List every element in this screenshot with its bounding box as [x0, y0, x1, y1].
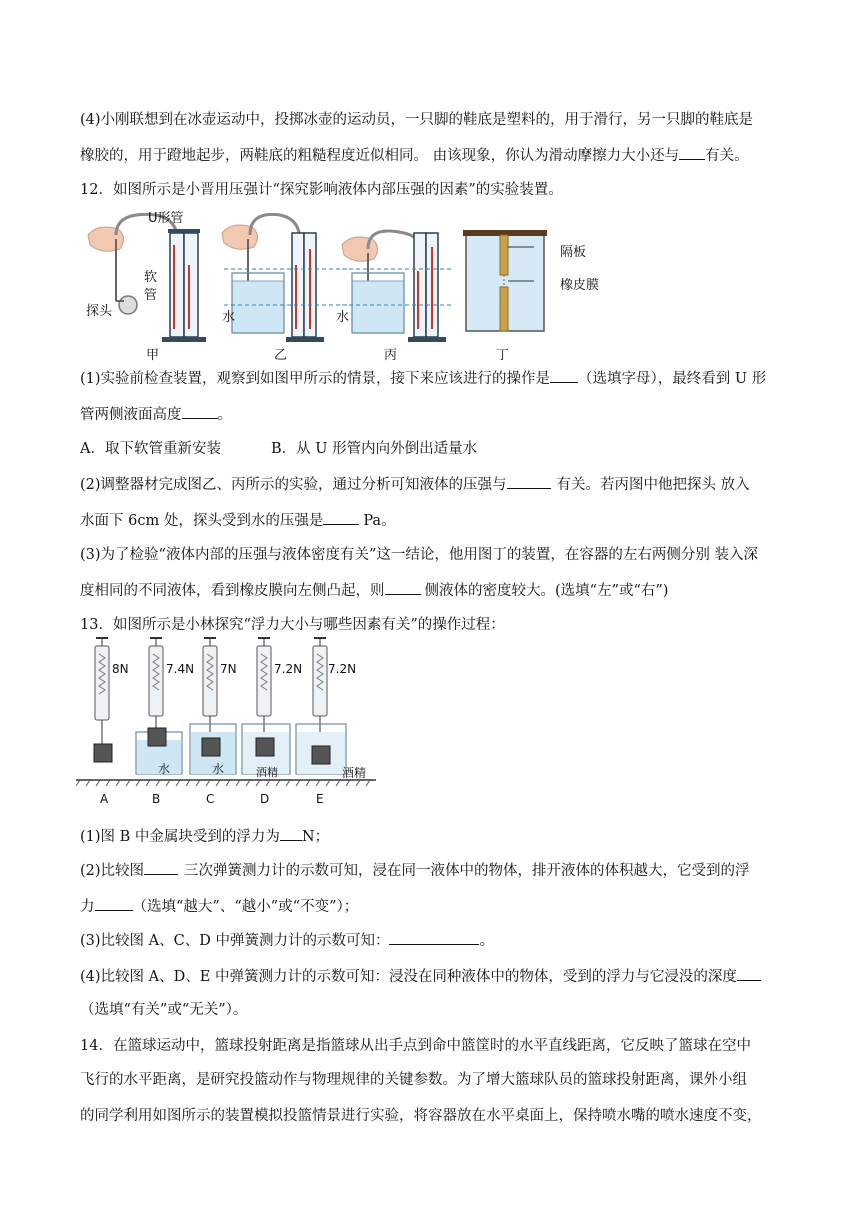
q12-part2-line1 — [80, 474, 750, 495]
caption-jia: 甲 — [146, 348, 160, 363]
caption-c: C — [206, 792, 215, 806]
q12-part1-line2 — [80, 404, 232, 425]
q13-part2-text2: 三次弹簧测力计的示数可知，浸在同一液体中的物体，排开液体的体积越大，它受到的浮 — [184, 863, 750, 879]
q13-part1 — [80, 826, 329, 847]
q13-part1-text2: N； — [301, 829, 330, 845]
caption-e: E — [316, 792, 324, 806]
q12-part2-text: (2)调整器材完成图乙、丙所示的实验，通过分析可知液体的压强与 — [80, 477, 507, 493]
figure-ding — [463, 230, 547, 331]
caption-ding: 丁 — [496, 348, 510, 363]
q12-part2-text2: 有关。若丙图中他把探头 放入 — [556, 477, 750, 493]
q12-part3-line1: (3)为了检验“液体内部的压强与液体密度有关”这一结论，他用图丁的装置，在容器的左右两侧分别 装入深 — [80, 547, 758, 563]
answer-blank[interactable] — [182, 404, 218, 419]
q12-part1-line1 — [80, 368, 766, 389]
q13-figure — [76, 636, 376, 786]
q13-part1-text: (1)图 B 中金属块受到的浮力为 — [80, 829, 280, 845]
answer-blank[interactable] — [550, 368, 578, 383]
scale-c — [190, 638, 236, 774]
q13-part2-text: (2)比较图 — [80, 863, 145, 879]
answer-blank[interactable] — [95, 896, 133, 911]
q14-line2: 飞行的水平距离，是研究投篮动作与物理规律的关键参数。为了增大篮球队员的篮球投射距离，课外小组 — [80, 1072, 747, 1088]
scale-e — [296, 638, 346, 774]
reading-d: 7.2N — [274, 662, 303, 676]
label-water-bing: 水 — [336, 310, 350, 325]
q12-part3-text: 度相同的不同液体，看到橡皮膜向左侧凸起，则 — [80, 583, 385, 599]
q13-part3-text2: 。 — [479, 933, 494, 949]
reading-a: 8N — [112, 662, 129, 676]
answer-blank[interactable] — [737, 966, 761, 981]
q12-part1-text: (1)实验前检查装置，观察到如图甲所示的情景，接下来应该进行的操作是 — [80, 371, 551, 387]
q11-part4-text: 橡胶的，用于蹬地起步，两鞋底的粗糙程度近似相同。 由该现象，你认为滑动摩擦力大小还与 — [80, 148, 680, 164]
option-b[interactable]: B．从 U 形管内向外倒出适量水 — [270, 441, 478, 457]
caption-b: B — [152, 792, 161, 806]
q13-part2-text3: 力 — [80, 899, 95, 915]
caption-d: D — [260, 792, 270, 806]
answer-blank[interactable] — [389, 930, 479, 945]
label-membrane: 橡皮膜 — [560, 278, 600, 293]
label-partition: 隔板 — [560, 245, 587, 260]
q12-part2-text4: Pa。 — [363, 513, 396, 529]
q13-part4-text: (4)比较图 A、D、E 中弹簧测力计的示数可知：浸没在同种液体中的物体，受到的浮力与它浸没的深度 — [80, 969, 737, 985]
q12-part1-text4: 。 — [217, 407, 232, 423]
q12-part3-line2 — [80, 580, 668, 601]
caption-yi: 乙 — [274, 348, 288, 363]
label-u-tube: U形管 — [148, 211, 184, 226]
q11-part4-tail: 有关。 — [705, 148, 749, 164]
figure-yi — [222, 214, 350, 342]
q11-part4-line1: (4)小刚联想到在冰壶运动中，投掷冰壶的运动员，一只脚的鞋底是塑料的，用于滑行，另一只脚的鞋底是 — [80, 112, 754, 128]
reading-e: 7.2N — [328, 662, 357, 676]
q12-part2-text3: 水面下 6cm 处，探头受到水的压强是 — [80, 513, 324, 529]
q12-title: 12．如图所示是小晋用压强计“探究影响液体内部压强的因素”的实验装置。 — [80, 182, 563, 198]
reading-c: 7N — [220, 662, 237, 676]
liquid-b: 水 — [158, 762, 171, 776]
q13-part2-line2 — [80, 896, 358, 917]
liquid-c: 水 — [212, 762, 225, 776]
option-a[interactable]: A．取下软管重新安装 — [80, 441, 221, 457]
q12-part3-text2: 侧液体的密度较大。(选填“左”或“右”) — [424, 583, 669, 599]
answer-blank[interactable] — [144, 860, 178, 875]
q13-part3-text: (3)比较图 A、C、D 中弹簧测力计的示数可知： — [80, 933, 390, 949]
q13-part3 — [80, 930, 494, 951]
answer-blank[interactable] — [507, 474, 551, 489]
label-soft: 软 — [144, 270, 158, 285]
figure-bing — [342, 231, 452, 342]
label-tube: 管 — [144, 288, 158, 303]
q12-part1-text3: 管两侧液面高度 — [80, 407, 182, 423]
q13-part4-line2: （选填“有关”或“无关”）。 — [80, 1002, 248, 1018]
label-water-yi: 水 — [222, 310, 236, 325]
q13-part4-line1 — [80, 966, 761, 987]
liquid-e: 酒精 — [342, 766, 367, 780]
answer-blank[interactable] — [385, 580, 421, 595]
liquid-d: 酒精 — [256, 766, 278, 779]
answer-blank[interactable] — [679, 145, 705, 160]
q12-options — [80, 439, 477, 459]
answer-blank[interactable] — [323, 510, 359, 525]
q13-diagram — [76, 636, 376, 786]
caption-bing: 丙 — [384, 348, 398, 363]
q14-line3: 的同学利用如图所示的装置模拟投篮情景进行实验，将容器放在水平桌面上，保持喷水嘴的喷水速度不变， — [80, 1108, 762, 1124]
caption-a: A — [100, 792, 109, 806]
reading-b: 7.4N — [166, 662, 195, 676]
q14-line1: 14．在篮球运动中，篮球投射距离是指篮球从出手点到命中篮筐时的水平直线距离，它反映了篮球在空中 — [80, 1038, 751, 1054]
q13-part2-line1 — [80, 860, 750, 881]
scale-a — [94, 638, 112, 762]
q12-part1-text2: （选填字母），最终看到 U 形 — [578, 371, 767, 387]
scale-d — [242, 638, 290, 774]
q13-title: 13．如图所示是小林探究“浮力大小与哪些因素有关”的操作过程： — [80, 617, 505, 633]
scale-b — [136, 638, 182, 774]
answer-blank[interactable] — [280, 826, 302, 841]
q12-part2-line2 — [80, 510, 396, 531]
q13-part2-text4: （选填“越大”、“越小”或“不变”）； — [132, 899, 359, 915]
q11-part4-line2 — [80, 145, 749, 166]
label-probe: 探头 — [86, 304, 113, 319]
